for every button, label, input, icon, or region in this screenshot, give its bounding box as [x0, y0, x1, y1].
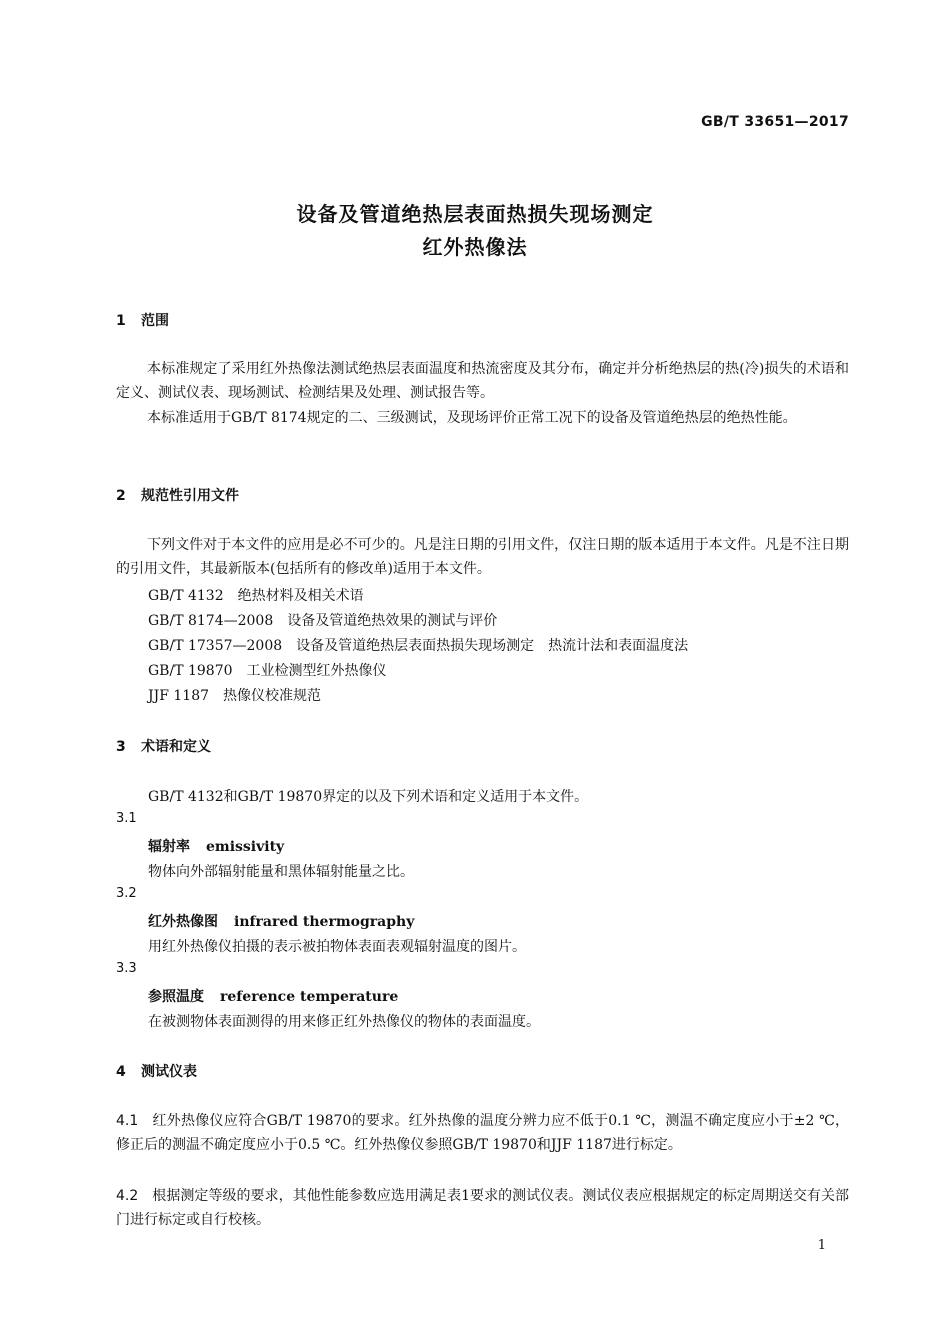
- clause-number: 4.1: [116, 1113, 139, 1129]
- standard-code: GB/T 33651—2017: [701, 114, 849, 130]
- reference-item: JJF 1187 热像仪校准规范: [148, 688, 322, 704]
- term-definition: 物体向外部辐射能量和黑体辐射能量之比。: [148, 864, 414, 880]
- terms-intro: GB/T 4132和GB/T 19870界定的以及下列术语和定义适用于本文件。: [148, 789, 589, 805]
- clause-text: 红外热像仪应符合GB/T 19870的要求。红外热像的温度分辨力应不低于0.1 ℃，测温不确定度应小于±2 ℃，修正后的测温不确定度应小于0.5 ℃。红外热像仪参照GB/T 19870和JJF 1187进行标定。: [116, 1113, 849, 1153]
- document-title: 设备及管道绝热层表面热损失现场测定: [296, 202, 654, 226]
- term-cn: 红外热像图: [148, 914, 218, 930]
- reference-item: GB/T 19870 工业检测型红外热像仪: [148, 663, 387, 679]
- section-2-heading: [116, 485, 239, 505]
- clause-4-1: [116, 1109, 849, 1157]
- clause-number: 4.2: [116, 1188, 139, 1204]
- section-title: 范围: [141, 313, 169, 329]
- term-cn: 辐射率: [148, 839, 190, 855]
- term-definition: 在被测物体表面测得的用来修正红外热像仪的物体的表面温度。: [148, 1014, 540, 1030]
- term-heading: [148, 911, 414, 931]
- section-number: 2: [116, 488, 126, 504]
- term-heading: [148, 836, 284, 856]
- section-title: 规范性引用文件: [141, 488, 239, 504]
- reference-item: GB/T 17357—2008 设备及管道绝热层表面热损失现场测定 热流计法和表面温度法: [148, 638, 689, 654]
- term-cn: 参照温度: [148, 989, 204, 1005]
- document-subtitle: 红外热像法: [422, 235, 528, 259]
- section-1-paragraph-1: 本标准规定了采用红外热像法测试绝热层表面温度和热流密度及其分布，确定并分析绝热层的热(冷)损失的术语和定义、测试仪表、现场测试、检测结果及处理、测试报告等。: [116, 361, 849, 401]
- section-title: 术语和定义: [141, 739, 211, 755]
- term-en: emissivity: [206, 839, 285, 855]
- reference-item: GB/T 4132 绝热材料及相关术语: [148, 588, 364, 604]
- page-number: 1: [817, 1238, 826, 1253]
- section-4-heading: [116, 1061, 197, 1081]
- section-1-heading: [116, 310, 169, 330]
- section-number: 4: [116, 1064, 126, 1080]
- term-number: 3.1: [116, 811, 137, 826]
- section-1-paragraph-2: 本标准适用于GB/T 8174规定的二、三级测试，及现场评价正常工况下的设备及管道绝热层的绝热性能。: [147, 410, 797, 426]
- section-title: 测试仪表: [141, 1064, 197, 1080]
- term-heading: [148, 986, 398, 1006]
- section-2-paragraph: 下列文件对于本文件的应用是必不可少的。凡是注日期的引用文件，仅注日期的版本适用于本文件。凡是不注日期的引用文件，其最新版本(包括所有的修改单)适用于本文件。: [116, 537, 849, 577]
- section-3-heading: [116, 736, 211, 756]
- clause-text: 根据测定等级的要求，其他性能参数应选用满足表1要求的测试仪表。测试仪表应根据规定的标定周期送交有关部门进行标定或自行校核。: [116, 1188, 849, 1228]
- section-number: 1: [116, 313, 126, 329]
- term-en: reference temperature: [220, 989, 399, 1005]
- term-number: 3.3: [116, 961, 137, 976]
- term-number: 3.2: [116, 886, 137, 901]
- section-number: 3: [116, 739, 126, 755]
- reference-item: GB/T 8174—2008 设备及管道绝热效果的测试与评价: [148, 613, 498, 629]
- term-definition: 用红外热像仪拍摄的表示被拍物体表面表观辐射温度的图片。: [148, 939, 526, 955]
- clause-4-2: [116, 1184, 849, 1232]
- term-en: infrared thermography: [234, 914, 415, 930]
